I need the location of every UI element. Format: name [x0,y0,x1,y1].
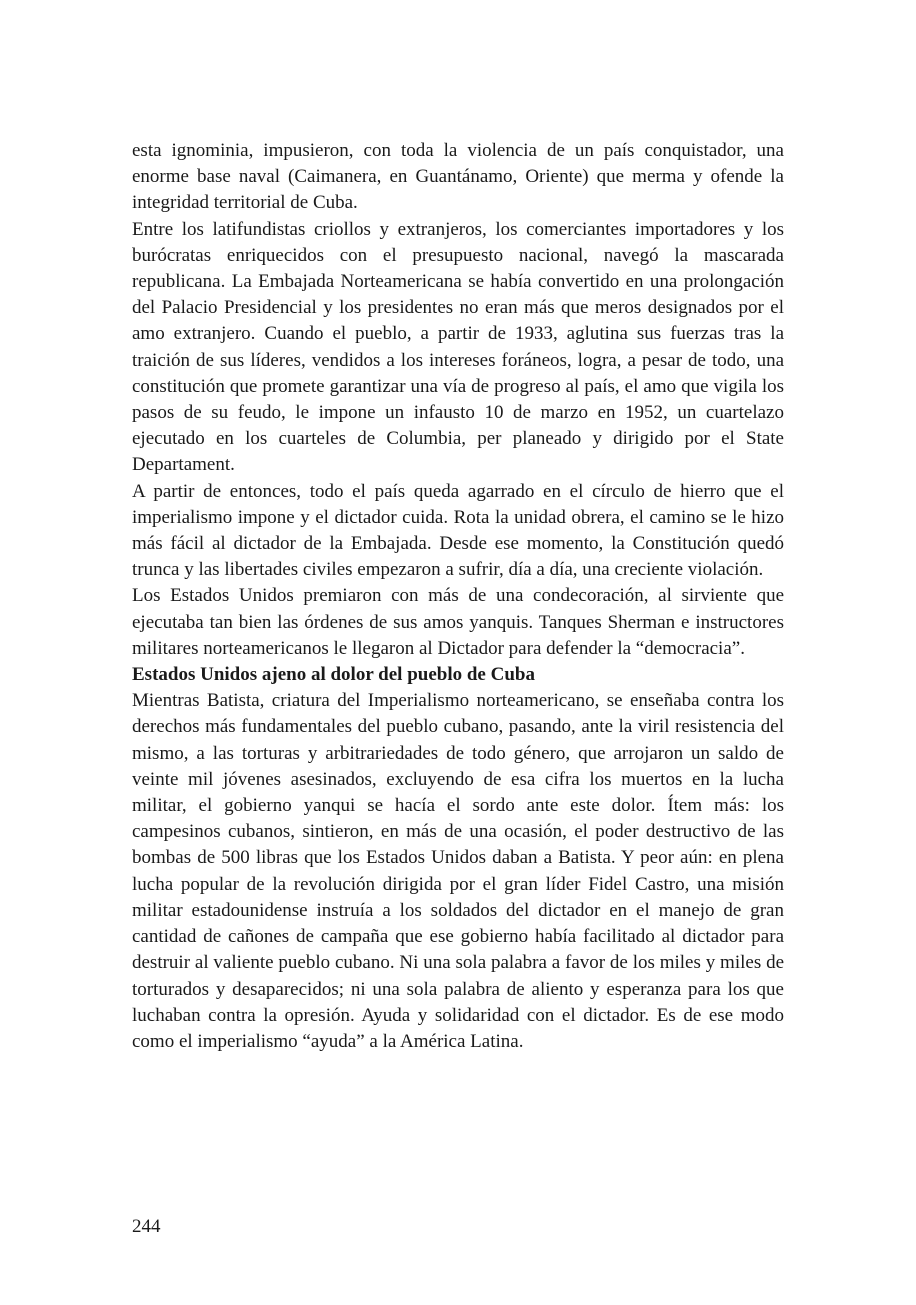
paragraph-2: Entre los latifundistas criollos y extranjeros, los comerciantes importadores y los burócratas enriquecidos con el presupuesto nacional, navegó la mascarada republicana. La Embajada Norteamericana se había convertido en una prolongación del Palacio Presidencial y los presidentes no eran más que meros designados por el amo extranjero. Cuando el pueblo, a partir de 1933, aglutina sus fuerzas tras la traición de sus líderes, vendidos a los intereses foráneos, logra, a pesar de todo, una constitución que promete garantizar una vía de progreso al país, el amo que vigila los pasos de su feudo, le impone un infausto 10 de marzo en 1952, un cuartelazo ejecutado en los cuarteles de Columbia, per planeado y dirigido por el State Departament. [132,218,784,476]
body-text [132,138,784,1055]
paragraph-1: esta ignominia, impusieron, con toda la violencia de un país conquistador, una enorme base naval (Caimanera, en Guantánamo, Oriente) que merma y ofende la integridad territorial de Cuba. [132,140,784,214]
paragraph-3: A partir de entonces, todo el país queda agarrado en el círculo de hierro que el imperialismo impone y el dictador cuida. Rota la unidad obrera, el camino se le hizo más fácil al dictador de la Embajada. Desde ese momento, la Constitución quedó trunca y las libertades civiles empezaron a sufrir, día a día, una creciente violación. [132,480,784,581]
paragraph-5: Mientras Batista, criatura del Imperialismo norteamericano, se enseñaba contra los derechos más fundamentales del pueblo cubano, pasando, ante la viril resistencia del mismo, a las torturas y arbitrariedades de todo género, que arrojaron un saldo de veinte mil jóvenes asesinados, excluyendo de esa cifra los muertos en la lucha militar, el gobierno yanqui se hacía el sordo ante este dolor. Ítem más: los campesinos cubanos, sintieron, en más de una ocasión, el poder destructivo de las bombas de 500 libras que los Estados Unidos daban a Batista. Y peor aún: en plena lucha popular de la revolución dirigida por el gran líder Fidel Castro, una misión militar estadounidense instruía a los soldados del dictador en el manejo de gran cantidad de cañones de campaña que ese gobierno había facilitado al dictador para destruir al valiente pueblo cubano. Ni una sola palabra a favor de los miles y miles de torturados y desaparecidos; ni una sola palabra de aliento y esperanza para los que luchaban contra la opresión. Ayuda y solidaridad con el dictador. Es de ese modo como el imperialismo “ayuda” a la América Latina. [132,690,784,1052]
page-number: 244 [132,1216,161,1237]
paragraph-4: Los Estados Unidos premiaron con más de una condecoración, al sirviente que ejecutaba tan bien las órdenes de sus amos yanquis. Tanques Sherman e instructores militares norteamericanos le llegaron al Dictador para defender la “democracia”. [132,585,784,659]
section-heading: Estados Unidos ajeno al dolor del pueblo de Cuba [132,664,535,686]
